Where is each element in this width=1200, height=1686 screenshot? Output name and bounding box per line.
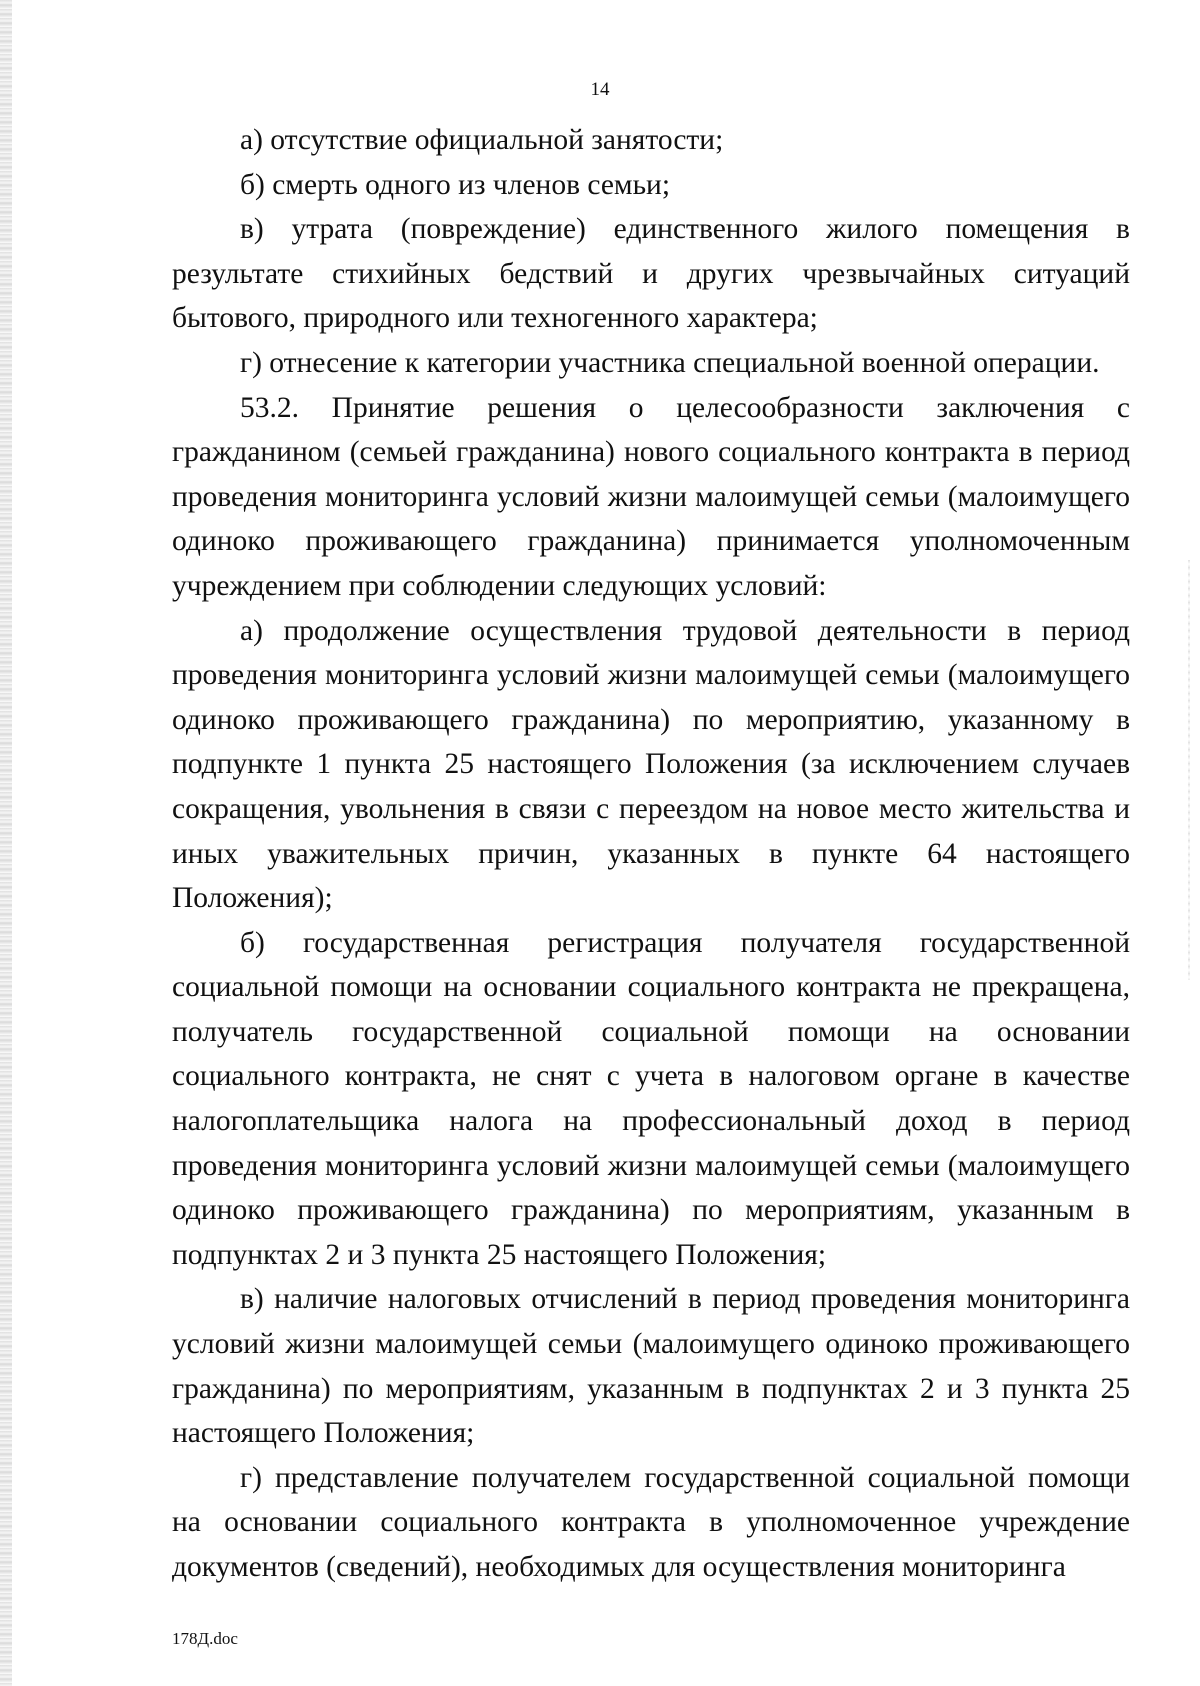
paragraph-condition-a: а) продолжение осуществления трудовой деятельности в период проведения мониторинга условий жизни малоимущей семьи (малоимущего одиноко проживающего гражданина) по мероприятию, указанному в подпункте 1 пункта 25 настоящего Положения (за исключением случаев сокращения, увольнения в связи с переездом на новое место жительства и иных уважительных причин, указанных в пункте 64 настоящего Положения);: [172, 614, 1130, 915]
page-number: 14: [590, 79, 610, 100]
paragraph-condition-g: г) представление получателем государственной социальной помощи на основании социального контракта в уполномоченное учреждение документов (сведений), необходимых для осуществления мониторинга: [172, 1461, 1130, 1583]
scan-right-edge: [1188, 560, 1190, 980]
paragraph-item-a: а) отсутствие официальной занятости;: [240, 124, 724, 156]
document-body: [172, 118, 1130, 1590]
paragraph-condition-b: б) государственная регистрация получателя государственной социальной помощи на основании социального контракта не прекращена, получатель государственной социальной помощи на основании социального контракта, не снят с учета в налоговом органе в качестве налогоплательщика налога на профессиональный доход в период проведения мониторинга условий жизни малоимущей семьи (малоимущего одиноко проживающего гражданина) по мероприятиям, указанным в подпунктах 2 и 3 пункта 25 настоящего Положения;: [172, 926, 1130, 1271]
paragraph-clause-53-2: 53.2. Принятие решения о целесообразности заключения с гражданином (семьей гражданина) нового социального контракта в период проведения мониторинга условий жизни малоимущей семьи (малоимущего одиноко проживающего гражданина) принимается уполномоченным учреждением при соблюдении следующих условий:: [172, 391, 1130, 602]
paragraph-condition-v: в) наличие налоговых отчислений в период проведения мониторинга условий жизни малоимущей семьи (малоимущего одиноко проживающего гражданина) по мероприятиям, указанным в подпунктах 2 и 3 пункта 25 настоящего Положения;: [172, 1283, 1130, 1450]
scan-left-edge: [0, 0, 12, 1686]
paragraph-item-g: г) отнесение к категории участника специальной военной операции.: [240, 346, 1100, 379]
paragraph-item-v: в) утрата (повреждение) единственного жилого помещения в результате стихийных бедствий и других чрезвычайных ситуаций бытового, природного или техногенного характера;: [172, 213, 1130, 335]
paragraph-item-b: б) смерть одного из членов семьи;: [240, 168, 671, 201]
footer-filename: 178Д.doc: [172, 1629, 238, 1648]
